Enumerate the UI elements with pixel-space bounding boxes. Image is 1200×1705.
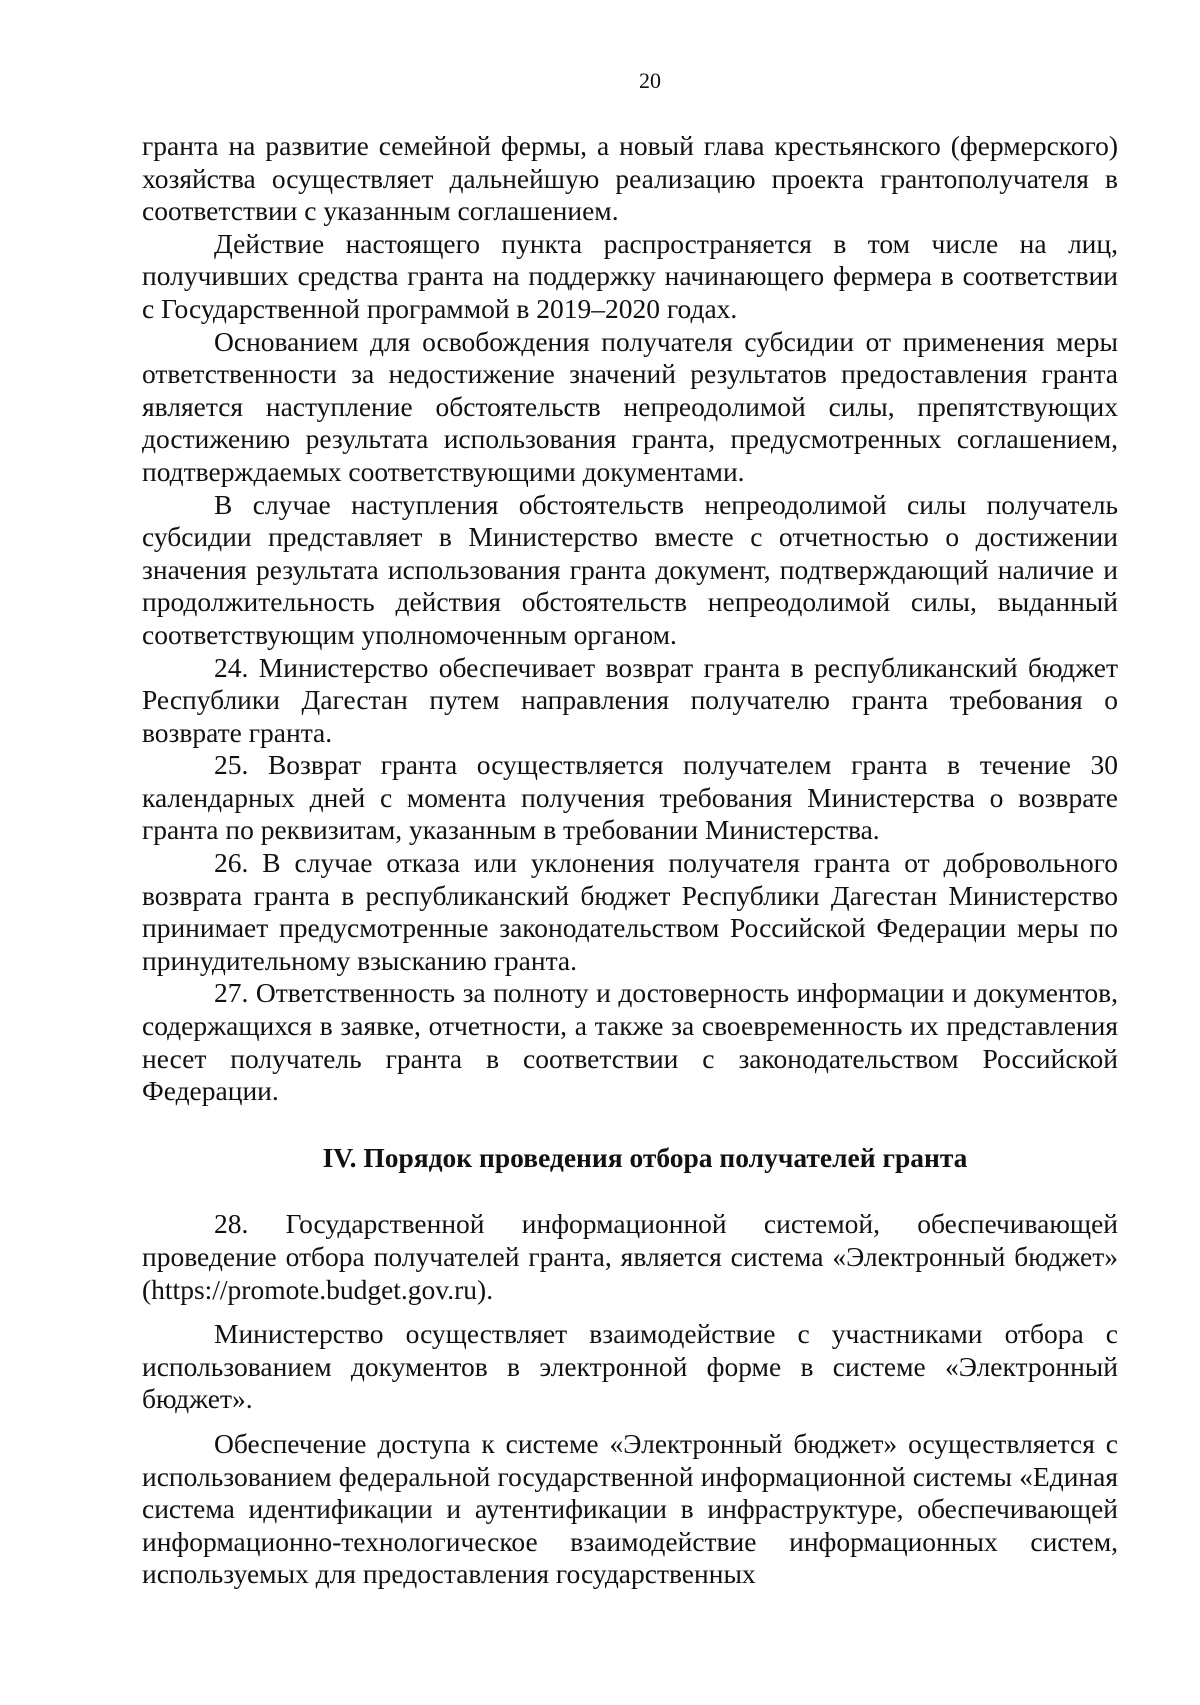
section-heading: IV. Порядок проведения отбора получателей гранта	[322, 1141, 968, 1173]
paragraph-item-26: 26. В случае отказа или уклонения получателя гранта от добровольного возврата гранта в республиканский бюджет Республики Дагестан Министерство принимает предусмотренные законодательством Российской Федерации меры по принудительному взысканию гранта.	[142, 847, 1118, 976]
paragraph-item-27: 27. Ответственность за полноту и достоверность информации и документов, содержащихся в заявке, отчетности, а также за своевременность их представления несет получатель гранта в соответствии с законодательством Российской Федерации.	[142, 977, 1118, 1107]
paragraph-spacer	[142, 1416, 1118, 1428]
page-number: 20	[639, 68, 661, 93]
paragraph-interaction: Министерство осуществляет взаимодействие с участниками отбора с использованием документов в электронной форме в системе «Электронный бюджет».	[142, 1318, 1118, 1415]
body-text-top	[142, 130, 1118, 1108]
paragraph-spacer	[142, 1306, 1118, 1318]
paragraph-item-25: 25. Возврат гранта осуществляется получателем гранта в течение 30 календарных дней с момента получения требования Министерства о возврате гранта по реквизитам, указанным в требовании Министерства.	[142, 749, 1118, 846]
paragraph-item-28: 28. Государственной информационной системой, обеспечивающей проведение отбора получателей гранта, является система «Электронный бюджет» (https://promote.budget.gov.ru).	[142, 1208, 1118, 1305]
paragraph-continuation: гранта на развитие семейной фермы, а новый глава крестьянского (фермерского) хозяйства осуществляет дальнейшую реализацию проекта грантополучателя в соответствии с указанным соглашением.	[142, 130, 1118, 227]
paragraph-item-24: 24. Министерство обеспечивает возврат гранта в республиканский бюджет Республики Дагестан путем направления получателю гранта требования о возврате гранта.	[142, 651, 1118, 748]
paragraph-force-majeure-basis: Основанием для освобождения получателя субсидии от применения меры ответственности за недостижение значений результатов предоставления гранта является наступление обстоятельств непреодолимой силы, препятствующих достижению результата использования гранта, предусмотренных соглашением, подтверждаемых соответствующими документами.	[142, 325, 1118, 487]
body-text-bottom	[142, 1208, 1118, 1591]
paragraph-scope: Действие настоящего пункта распространяется в том числе на лиц, получивших средства гранта на поддержку начинающего фермера в соответствии с Государственной программой в 2019–2020 годах.	[142, 227, 1118, 324]
paragraph-force-majeure-docs: В случае наступления обстоятельств непреодолимой силы получатель субсидии представляет в Министерство вместе с отчетностью о достижении значения результата использования гранта документ, подтверждающий наличие и продолжительность действия обстоятельств непреодолимой силы, выданный соответствующим уполномоченным органом.	[142, 488, 1118, 650]
paragraph-access: Обеспечение доступа к системе «Электронный бюджет» осуществляется с использованием федеральной государственной информационной системы «Единая система идентификации и аутентификации в инфраструктуре, обеспечивающей информационно-технологическое взаимодействие информационных систем, используемых для предоставления государственных	[142, 1427, 1118, 1590]
